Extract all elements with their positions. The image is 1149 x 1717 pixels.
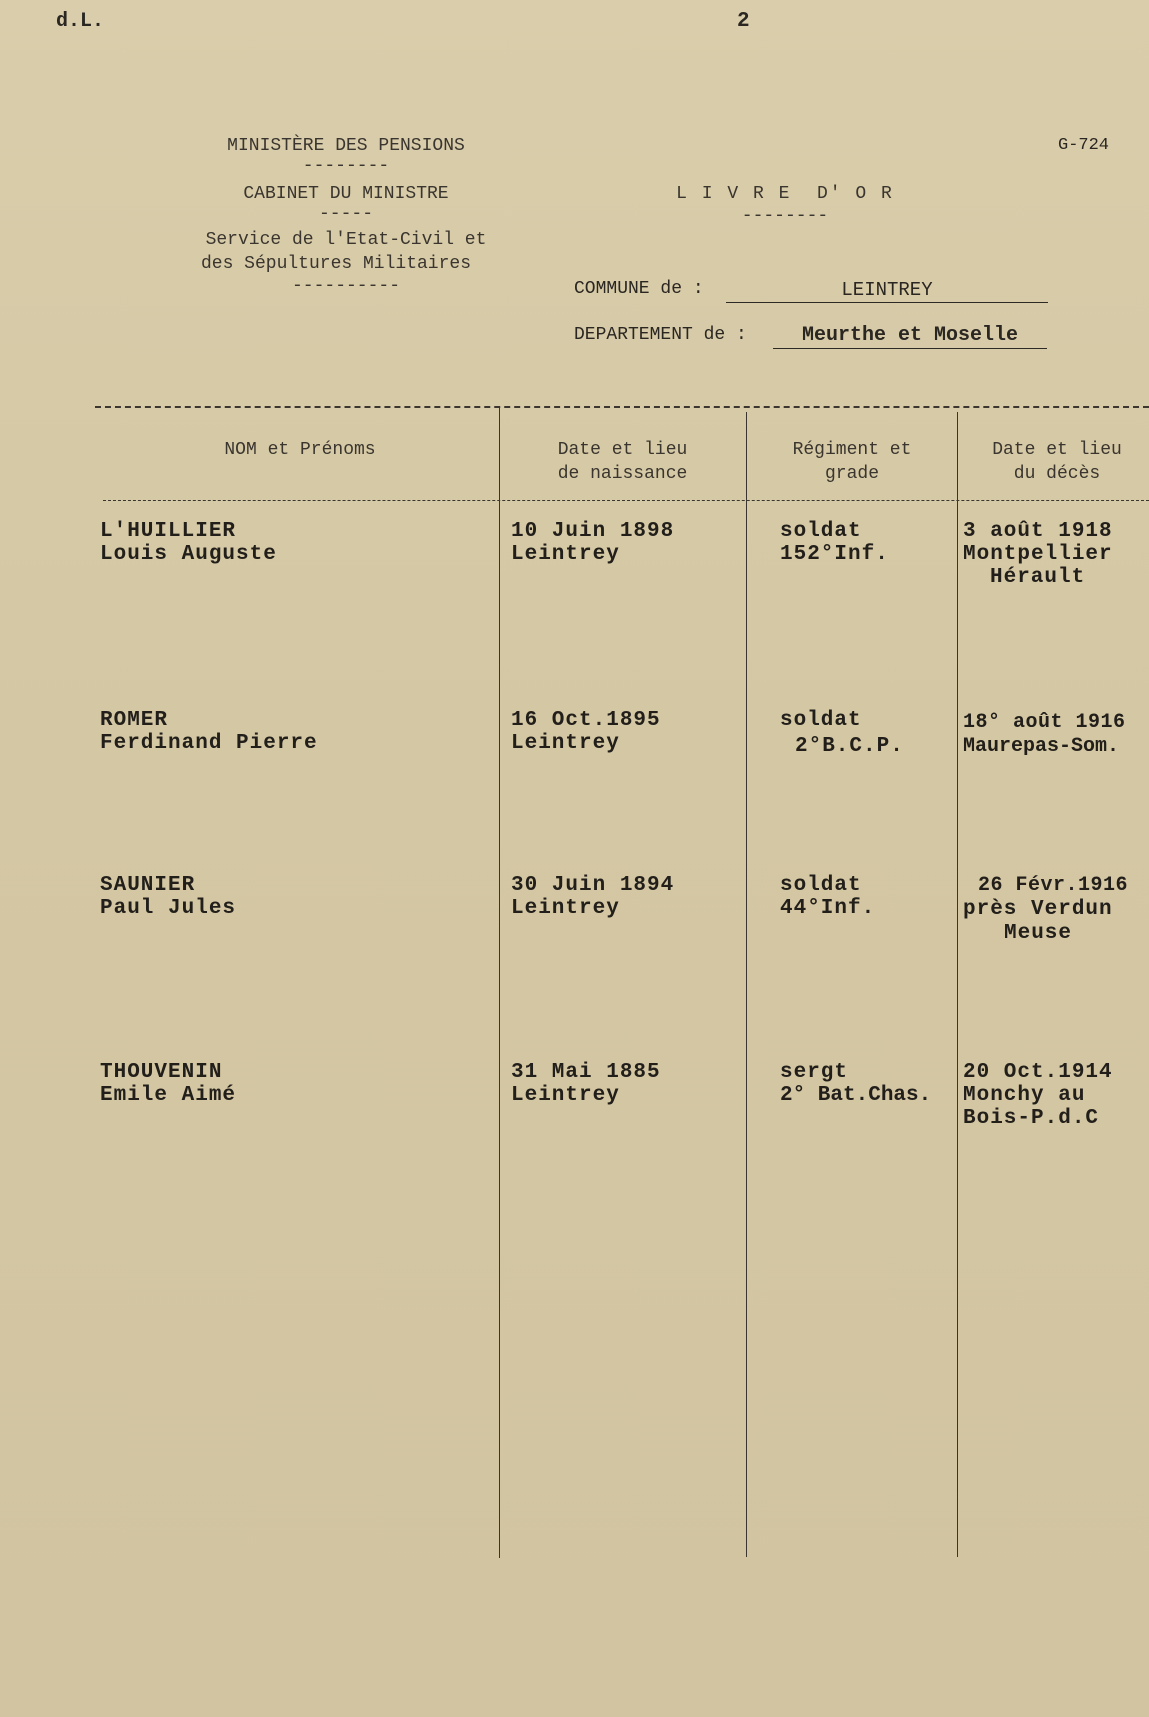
departement-value: Meurthe et Moselle [773, 324, 1047, 349]
ministry-separator: -------- [302, 156, 390, 176]
record-grade: soldat [780, 709, 862, 732]
record-death-line-3: Bois-P.d.C [963, 1107, 1100, 1130]
record-given-names: Emile Aimé [100, 1084, 237, 1107]
record-birth-place: Leintrey [511, 543, 620, 566]
departement-label: DEPARTEMENT de : [574, 325, 747, 345]
record-grade: soldat [780, 520, 862, 543]
record-surname: THOUVENIN [100, 1061, 223, 1084]
cabinet-separator: ----- [318, 204, 373, 224]
record-regiment: 2°B.C.P. [795, 735, 904, 758]
record-birth-date: 16 Oct.1895 [511, 709, 661, 732]
title-separator: -------- [741, 206, 829, 226]
record-birth-date: 31 Mai 1885 [511, 1061, 661, 1084]
record-given-names: Louis Auguste [100, 543, 277, 566]
record-death-line-1: 18° août 1916 [963, 711, 1126, 734]
reference-number: G-724 [1058, 136, 1110, 155]
column-header-death-line2: du décès [1013, 464, 1101, 484]
column-header-birth-line1: Date et lieu [557, 440, 688, 460]
record-surname: L'HUILLIER [100, 520, 237, 543]
record-given-names: Ferdinand Pierre [100, 732, 318, 755]
table-top-rule [95, 406, 1149, 408]
table-header-rule [103, 500, 1149, 501]
column-divider-3 [957, 412, 958, 1557]
commune-value: LEINTREY [726, 279, 1048, 303]
record-birth-place: Leintrey [511, 1084, 620, 1107]
column-divider-2 [746, 412, 747, 1557]
column-divider-1 [499, 408, 500, 1558]
record-regiment: 2° Bat.Chas. [780, 1084, 932, 1107]
record-death-line-1: 3 août 1918 [963, 520, 1113, 543]
service-line-1: Service de l'Etat-Civil et [205, 230, 487, 250]
record-grade: sergt [780, 1061, 849, 1084]
corner-initials: d.L. [56, 10, 105, 33]
record-surname: SAUNIER [100, 874, 196, 897]
document-title: L I V R E D' O R [676, 184, 894, 204]
record-grade: soldat [780, 874, 862, 897]
record-death-line-1: 20 Oct.1914 [963, 1061, 1113, 1084]
commune-label: COMMUNE de : [574, 279, 704, 299]
column-header-name: NOM et Prénoms [224, 440, 376, 460]
record-birth-place: Leintrey [511, 897, 620, 920]
record-given-names: Paul Jules [100, 897, 237, 920]
record-death-line-2: près Verdun [963, 898, 1113, 921]
record-birth-date: 10 Juin 1898 [511, 520, 675, 543]
record-regiment: 152°Inf. [780, 543, 889, 566]
record-regiment: 44°Inf. [780, 897, 876, 920]
ministry-name: MINISTÈRE DES PENSIONS [227, 136, 465, 156]
record-birth-date: 30 Juin 1894 [511, 874, 675, 897]
cabinet-name: CABINET DU MINISTRE [243, 184, 449, 204]
record-death-line-2: Montpellier [963, 543, 1113, 566]
column-header-regiment-line2: grade [824, 464, 879, 484]
column-header-death-line1: Date et lieu [992, 440, 1122, 460]
record-death-line-1: 26 Févr.1916 [978, 874, 1129, 897]
record-death-line-3: Hérault [990, 566, 1086, 589]
column-header-regiment-line1: Régiment et [792, 440, 912, 460]
record-death-line-3: Meuse [1004, 922, 1073, 945]
service-separator: ---------- [291, 276, 401, 296]
record-death-line-2: Monchy au [963, 1084, 1086, 1107]
column-header-birth-line2: de naissance [557, 464, 688, 484]
record-surname: ROMER [100, 709, 169, 732]
record-death-line-2: Maurepas-Som. [963, 735, 1120, 758]
page-number: 2 [737, 10, 750, 33]
service-line-2: des Sépultures Militaires [200, 254, 472, 274]
record-birth-place: Leintrey [511, 732, 620, 755]
